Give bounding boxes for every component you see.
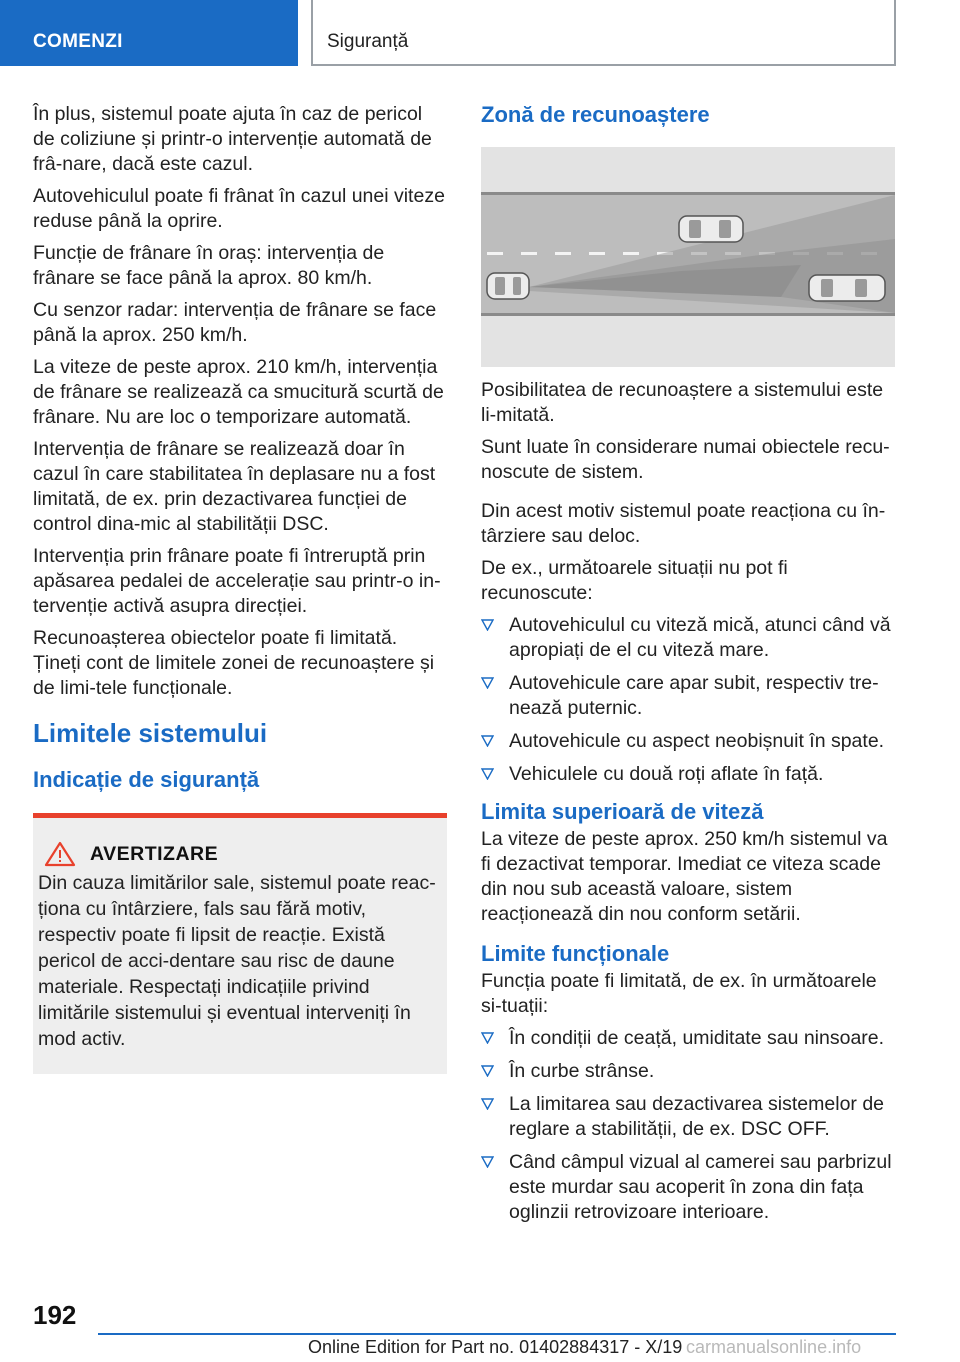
footer-divider (98, 1333, 896, 1335)
paragraph: Posibilitatea de recunoaștere a sistemului este li-mitată. (481, 379, 884, 426)
page-number: 192 (33, 1300, 77, 1330)
paragraph: Din acest motiv sistemul poate reacționa cu în-târziere sau deloc. (481, 500, 886, 547)
recognition-zone-illustration (481, 147, 895, 367)
list-item (481, 1092, 895, 1142)
paragraph: Intervenția de frânare se realizează doar în cazul în care stabilitatea în deplasare nu a fost limitată, de ex. prin dezactivarea funcției de control dina-mic al stabilității DSC. (33, 438, 436, 535)
chapter-box (311, 0, 896, 66)
section-label: COMENZI (33, 31, 123, 52)
triangle-bullet-icon (481, 735, 494, 747)
paragraph: Funcția poate fi limitată, de ex. în următoarele si-tuații: (481, 970, 877, 1017)
paragraph: Sunt luate în considerare numai obiectele recu-noscute de sistem. (481, 436, 890, 483)
list-item-text: Autovehicule cu aspect neobișnuit în spate. (509, 730, 885, 752)
triangle-bullet-icon (481, 677, 494, 689)
footer-edition: Online Edition for Part no. 01402884317 - X/19 (308, 1337, 683, 1357)
triangle-bullet-icon (481, 1098, 494, 1110)
list-item (481, 729, 895, 754)
list-item-text: Când câmpul vizual al camerei sau parbrizul este murdar sau acoperit în zona din fața oglinzii retrovizoare interioare. (509, 1151, 892, 1223)
page-header (0, 0, 960, 66)
examples-list (481, 613, 895, 787)
triangle-bullet-icon (481, 768, 494, 780)
paragraph: Autovehiculul poate fi frânat în cazul unei viteze reduse până la oprire. (33, 185, 445, 232)
section-tab (0, 0, 298, 66)
heading-functional-limits: Limite funcționale (481, 941, 670, 966)
watermark: carmanualsonline.info (686, 1337, 862, 1357)
triangle-bullet-icon (481, 1156, 494, 1168)
paragraph: Funcție de frânare în oraș: intervenția de frânare se face până la aprox. 80 km/h. (33, 242, 385, 289)
road-diagram (481, 147, 895, 367)
heading-safety-note: Indicație de siguranță (33, 767, 260, 792)
list-item-text: Autovehiculul cu viteză mică, atunci când vă apropiați de el cu viteză mare. (509, 614, 891, 661)
functional-limits-list (481, 1026, 895, 1225)
left-column (33, 102, 447, 1074)
list-item (481, 1150, 895, 1225)
heading-system-limits: Limitele sistemului (33, 718, 268, 748)
paragraph: În plus, sistemul poate ajuta în caz de pericol de coliziune și printr-o intervenție automată de frâ-nare, dacă este cazul. (33, 103, 432, 175)
heading-recognition-zone: Zonă de recunoaștere (481, 102, 710, 127)
warning-header (38, 840, 437, 868)
paragraph: La viteze de peste aprox. 250 km/h sistemul va fi dezactivat temporar. Imediat ce viteza scade din nou sub această valoare, sistem reacționează din nou conform setării. (481, 828, 888, 925)
warning-text: Din cauza limitărilor sale, sistemul poate reac-ționa cu întârziere, fals sau fără motiv, respectiv poate fi lipsit de reacție. Există pericol de acci-dentare sau risc de daune materiale. Respectați indicațiile privind limitările sistemului și eventual interveniți în mod activ. (38, 872, 436, 1050)
paragraph: Recunoașterea obiectelor poate fi limitată. Țineți cont de limitele zonei de recunoaștere și de limi-tele funcționale. (33, 627, 435, 699)
car-ahead-same-lane-icon (809, 275, 885, 301)
paragraph: La viteze de peste aprox. 210 km/h, intervenția de frânare se realizează ca smucitură scurtă de frânare. Nu are loc o temporizare automată. (33, 356, 444, 428)
list-item-text: Vehiculele cu două roți aflate în față. (509, 763, 824, 785)
warning-triangle-icon (44, 841, 76, 867)
right-column (481, 102, 895, 1233)
list-item (481, 1059, 895, 1084)
list-item (481, 1026, 895, 1051)
heading-speed-limit: Limita superioară de viteză (481, 799, 764, 824)
car-ahead-left-lane-icon (679, 216, 743, 242)
list-item (481, 671, 895, 721)
list-item (481, 762, 895, 787)
list-item-text: La limitarea sau dezactivarea sistemelor de reglare a stabilității, de ex. DSC OFF. (509, 1093, 885, 1140)
list-item-text: Autovehicule care apar subit, respectiv tre-nează puternic. (509, 672, 879, 719)
paragraph: Cu senzor radar: intervenția de frânare se face până la aprox. 250 km/h. (33, 299, 437, 346)
chapter-title: Siguranță (327, 31, 409, 52)
paragraph: De ex., următoarele situații nu pot fi recunoscute: (481, 557, 788, 604)
triangle-bullet-icon (481, 1065, 494, 1077)
list-item-text: În curbe strânse. (509, 1060, 655, 1082)
car-ego-icon (487, 273, 529, 299)
paragraph: Intervenția prin frânare poate fi întreruptă prin apăsarea pedalei de accelerație sau printr-o in-tervenție activă asupra direcției. (33, 545, 441, 617)
triangle-bullet-icon (481, 619, 494, 631)
triangle-bullet-icon (481, 1032, 494, 1044)
warning-title: AVERTIZARE (90, 842, 219, 865)
list-item (481, 613, 895, 663)
list-item-text: În condiții de ceață, umiditate sau ninsoare. (509, 1027, 885, 1049)
warning-box (33, 813, 447, 1074)
